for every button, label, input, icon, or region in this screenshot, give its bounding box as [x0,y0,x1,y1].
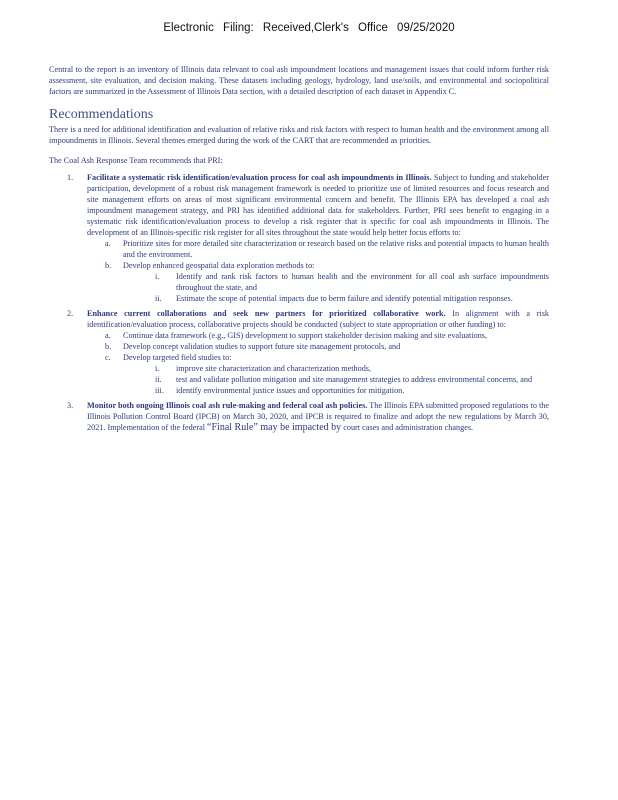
sub-item-text: Develop concept validation studies to support future site management protocols, and [123,342,401,351]
sub-item-2a [87,330,549,341]
final-rule-text: “Final Rule” may be impacted by [207,422,342,433]
subsub-item-2c-iii [143,385,549,396]
recommendation-item-3 [49,400,549,433]
item-number: 3. [67,401,74,410]
sub-item-number: a. [105,331,111,340]
subsub-item-number: ii. [155,375,162,384]
subsub-item-number: i. [155,364,160,373]
item-number: 1. [67,173,74,182]
document-body [49,64,549,437]
filing-header: Electronic Filing: Received,Clerk's Office 09/25/2020 [163,22,455,34]
sub-list [87,330,549,396]
sub-item-text: Develop enhanced geospatial data exploration methods to: [123,261,315,270]
sub-item-text: Prioritize sites for more detailed site characterization or research based on the relative risks and potential impacts to human health and the environment. [123,239,549,259]
item-lead: Facilitate a systematic risk identification/evaluation process for coal ash impoundments in Illinois. [87,173,432,182]
subsub-item-number: ii. [155,294,162,303]
sub-item-number: b. [105,342,112,351]
item-text: Subject to funding and stakeholder participation, development of a robust risk management framework is needed to prioritize use of limited resources and focus research and site management efforts on areas of most significant environmental concern and benefit. The Illinois EPA has developed a coal ash impoundment management strategy, and PRI has identified additional data for stakeholders. Further, PRI sees benefit to engaging in a systematic risk identification/evaluation process to develop a risk register that is specific for coal ash impoundments in Illinois. The development of an Illinois-specific risk register for all sites throughout the state would help better focus efforts to: [87,173,549,237]
item-lead: Enhance current collaborations and seek new partners for prioritized collaborative work. [87,309,446,318]
subsub-item-text: improve site characterization and characterization methods, [176,364,372,373]
subsub-item-text: Estimate the scope of potential impacts due to berm failure and identify potential mitigation responses. [176,294,513,303]
recommendation-item-2 [49,308,549,396]
subsub-item-text: Identify and rank risk factors to human health and the environment for all coal ash surface impoundments throughout the state, and [176,272,549,292]
item-text: The Illinois EPA submitted proposed regulations to the Illinois Pollution Control Board (IPCB) on March 30, 2020, and IPCB is required to finalize and adopt the new regulations by March 30, 2021. Implementation of the federal [87,401,549,432]
item-text: In alignment with a risk identification/evaluation process, collaborative projects should be conducted (subject to state appropriation or other funding) to: [87,309,549,329]
item-tail: court cases and administration changes. [341,423,474,432]
item-lead: Monitor both ongoing Illinois coal ash rule-making and federal coal ash policies. [87,401,368,410]
sub-item-number: b. [105,261,112,270]
team-line: The Coal Ash Response Team recommends that PRI: [49,156,223,165]
sub-item-1a [87,238,549,260]
sub-item-2c [87,352,549,396]
sub-item-text: Continue data framework (e.g., GIS) development to support stakeholder decision making and site evaluations, [123,331,488,340]
sub-item-number: a. [105,239,111,248]
subsub-item-1b-ii [143,293,549,304]
recommendations-intro: There is a need for additional identification and evaluation of relative risks and risk factors with respect to human health and the environment among all impoundments in Illinois. Several themes emerged during the work of the CART that are recommended as priorities. [49,125,549,145]
recommendation-item-1 [49,172,549,304]
intro-paragraph: Central to the report is an inventory of Illinois data relevant to coal ash impoundment locations and management issues that could inform further risk assessment, site evaluation, and decision making. These datasets including geology, hydrology, land use/soils, and environmental and sociopolitical factors are summarized in the Assessment of Illinois Data section, with a detailed description of each dataset in Appendix C. [49,65,549,96]
subsub-item-2c-i [143,363,549,374]
recommendations-list [49,172,549,433]
subsub-item-text: test and validate pollution mitigation and site management strategies to address environmental concerns, and [176,375,533,384]
sub-item-1b [87,260,549,304]
subsub-item-2c-ii [143,374,549,385]
subsub-item-1b-i [143,271,549,293]
recommendations-heading: Recommendations [49,107,154,122]
subsub-list [123,363,549,396]
item-number: 2. [67,309,74,318]
sub-item-2b [87,341,549,352]
subsub-item-text: identify environmental justice issues and opportunities for mitigation. [176,386,405,395]
sub-list [87,238,549,304]
sub-item-number: c. [105,353,111,362]
subsub-item-number: iii. [155,386,164,395]
sub-item-text: Develop targeted field studies to: [123,353,232,362]
subsub-list [123,271,549,304]
subsub-item-number: i. [155,272,160,281]
